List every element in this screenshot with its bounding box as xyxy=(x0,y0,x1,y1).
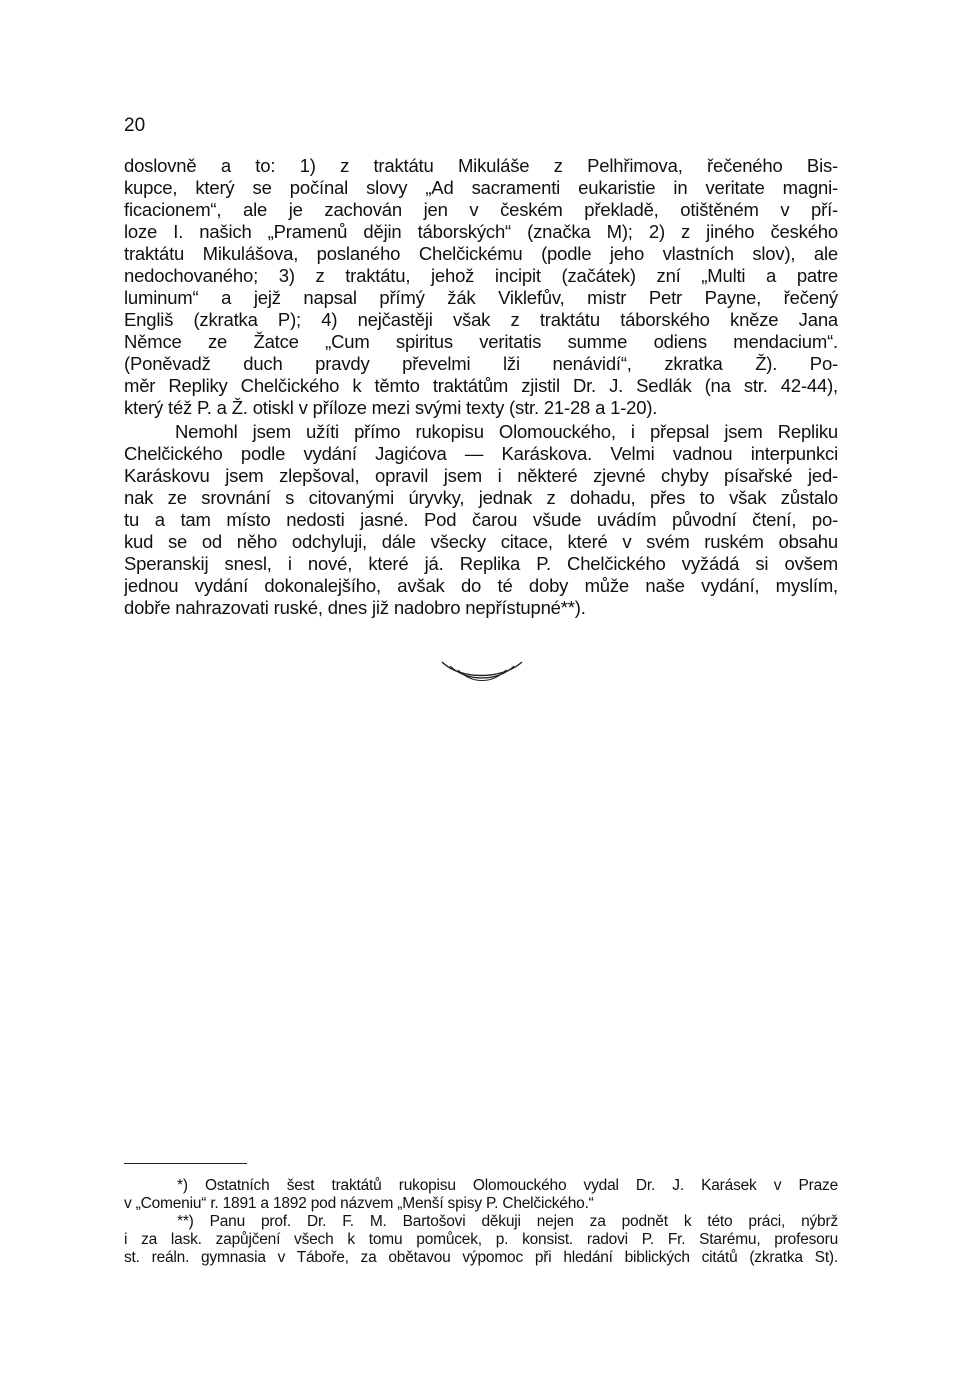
text-line: jednou vydání dokonalejšího, avšak do té doby může naše vydání, myslím, xyxy=(124,575,838,596)
text-line: Chelčického podle vydání Jagićova — Karáskova. Velmi vadnou interpunkci xyxy=(124,443,838,464)
page-number: 20 xyxy=(124,115,146,136)
footnote-line: i za lask. zapůjčení všech k tomu pomůcek, p. konsist. radovi P. Fr. Starému, profesoru xyxy=(124,1231,838,1248)
footnote-line: st. reáln. gymnasia v Táboře, za obětavou výpomoc při hledání biblických citátů (zkratka St). xyxy=(124,1249,838,1266)
text-line: doslovně a to: 1) z traktátu Mikuláše z Pelhřimova, řečeného Bis- xyxy=(124,155,838,176)
text-line: loze I. našich „Pramenů dějin táborských“ (značka M); 2) z jiného českého xyxy=(124,221,838,242)
text-line: (Poněvadž duch pravdy převelmi lži nenávidí“, zkratka Ž). Po- xyxy=(124,353,838,374)
text-line: luminum“ a jejž napsal přímý žák Viklefův, mistr Petr Payne, řečený xyxy=(124,287,838,308)
text-line: nak ze srovnání s citovanými úryvky, jednak z dohadu, přes to však zůstalo xyxy=(124,487,838,508)
text-line: Engliš (zkratka P); 4) nejčastěji však z traktátu táborského kněze Jana xyxy=(124,309,838,330)
text-line: tu a tam místo nedosti jasné. Pod čarou všude uvádím původní čtení, po- xyxy=(124,509,838,530)
text-line: traktátu Mikulášova, poslaného Chelčickému (podle jeho vlastních slov), ale xyxy=(124,243,838,264)
text-line: kud se od něho odchyluji, dále všecky citace, které v svém ruském obsahu xyxy=(124,531,838,552)
text-line: Nemohl jsem užíti přímo rukopisu Olomouckého, i přepsal jsem Repliku xyxy=(175,421,838,442)
text-line: ficacionem“, ale je zachován jen v českém překladě, otištěném v pří- xyxy=(124,199,838,220)
footnote-line: **) Panu prof. Dr. F. M. Bartošovi děkuji nejen za podnět k této práci, nýbrž xyxy=(177,1213,838,1230)
decorative-flourish xyxy=(440,658,524,686)
text-line: Speranskij snesl, i nové, které já. Replika P. Chelčického vyžádá si ovšem xyxy=(124,553,838,574)
text-line: Karáskovu jsem zlepšoval, opravil jsem i některé zjevné chyby písařské jed- xyxy=(124,465,838,486)
footnote-line: *) Ostatních šest traktátů rukopisu Olomouckého vydal Dr. J. Karásek v Praze xyxy=(177,1177,838,1194)
text-line: který též P. a Ž. otiskl v příloze mezi svými texty (str. 21-28 a 1-20). xyxy=(124,397,658,418)
text-line: měr Repliky Chelčického k těmto traktátům zjistil Dr. J. Sedlák (na str. 42-44), xyxy=(124,375,838,396)
text-line: Němce ze Žatce „Cum spiritus veritatis summe odiens mendacium“. xyxy=(124,331,838,352)
text-line: nedochovaného; 3) z traktátu, jehož incipit (začátek) zní „Multi a patre xyxy=(124,265,838,286)
footnote-separator xyxy=(124,1163,247,1164)
text-line: dobře nahrazovati ruské, dnes již nadobro nepřístupné**). xyxy=(124,597,586,618)
footnote-line: v „Comeniu“ r. 1891 a 1892 pod názvem „Menší spisy P. Chelčického.“ xyxy=(124,1195,594,1212)
text-line: kupce, který se počínal slovy „Ad sacramenti eukaristie in veritate magni- xyxy=(124,177,838,198)
